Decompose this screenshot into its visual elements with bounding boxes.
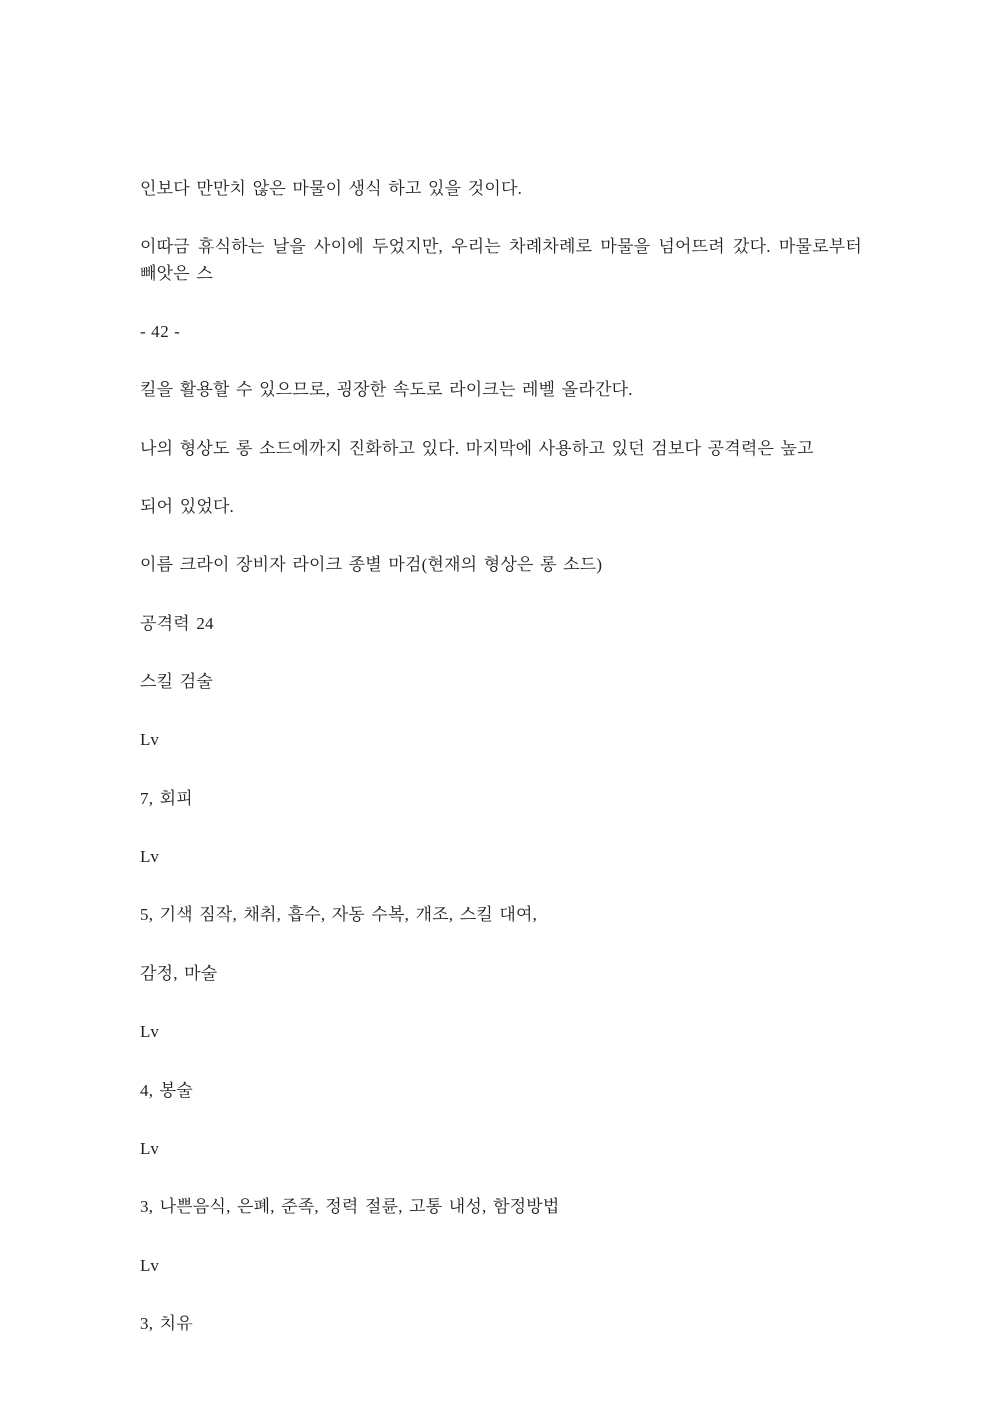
- skill-entry: 3, 치유: [140, 1313, 193, 1333]
- level-label: Lv: [140, 730, 159, 750]
- paragraph: 이따금 휴식하는 날을 사이에 두었지만, 우리는 차례차례로 마물을 넘어뜨려 갔다. 마물로부터 빼앗은 스: [140, 237, 862, 283]
- page-body: [140, 176, 862, 1369]
- paragraph: 되어 있었다.: [140, 497, 235, 517]
- paragraph: 이름 크라이 장비자 라이크 종별 마검(현재의 형상은 롱 소드): [140, 555, 603, 575]
- paragraph: 인보다 만만치 않은 마물이 생식 하고 있을 것이다.: [140, 179, 523, 198]
- page-number: - 42 -: [140, 322, 181, 342]
- stat-attack-power: 공격력 24: [140, 613, 214, 633]
- skill-entry: 4, 봉술: [140, 1080, 193, 1100]
- level-label: Lv: [140, 847, 159, 867]
- skill-entry: 5, 기색 짐작, 채취, 흡수, 자동 수복, 개조, 스킬 대여,: [140, 905, 538, 925]
- skill-entry: 3, 나쁜음식, 은폐, 준족, 정력 절륜, 고통 내성, 함정방법: [140, 1197, 560, 1217]
- paragraph: 나의 형상도 롱 소드에까지 진화하고 있다. 마지막에 사용하고 있던 검보다 공격력은 높고: [140, 438, 814, 458]
- paragraph: 킬을 활용할 수 있으므로, 굉장한 속도로 라이크는 레벨 올라간다.: [140, 380, 633, 400]
- skill-entry: 7, 회피: [140, 788, 193, 808]
- level-label: Lv: [140, 1255, 159, 1275]
- level-label: Lv: [140, 1138, 159, 1158]
- level-label: Lv: [140, 1022, 159, 1042]
- skill-entry: 감정, 마술: [140, 963, 218, 983]
- stat-skill-swordsmanship: 스킬 검술: [140, 672, 213, 692]
